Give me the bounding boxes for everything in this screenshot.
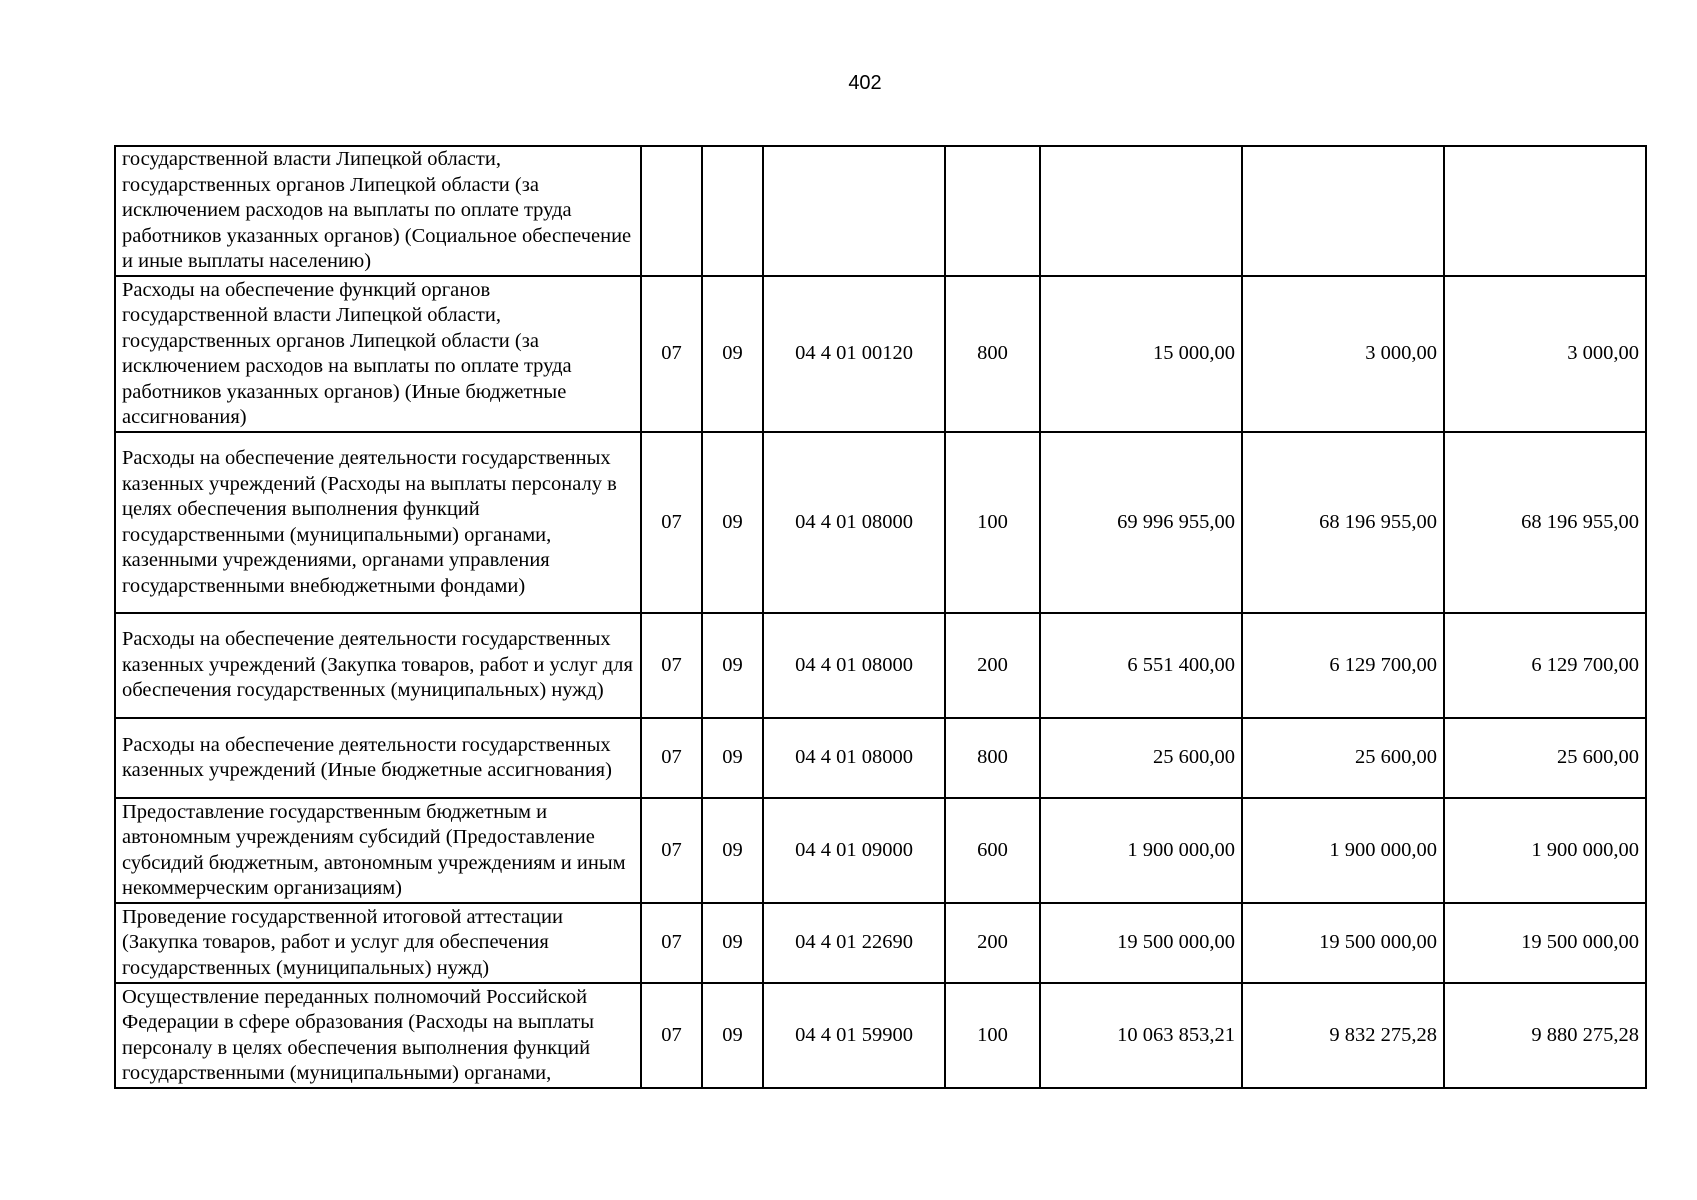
row-amount-2: 25 600,00 bbox=[1242, 718, 1444, 798]
row-section: 07 bbox=[641, 983, 702, 1088]
row-description: Осуществление переданных полномочий Российской Федерации в сфере образования (Расходы на выплаты персоналу в целях обеспечения выполнения функций государственными (муниципальными) органами, bbox=[115, 983, 641, 1088]
row-section: 07 bbox=[641, 718, 702, 798]
row-amount-2: 3 000,00 bbox=[1242, 276, 1444, 432]
row-description: Проведение государственной итоговой аттестации (Закупка товаров, работ и услуг для обеспечения государственных (муниципальных) нужд) bbox=[115, 903, 641, 983]
row-amount-3: 19 500 000,00 bbox=[1444, 903, 1646, 983]
row-description: Расходы на обеспечение функций органов государственной власти Липецкой области, государственных органов Липецкой области (за исключением расходов на выплаты по оплате труда работников указанных органов) (Иные бюджетные ассигнования) bbox=[115, 276, 641, 432]
table-row bbox=[115, 718, 1646, 798]
row-target-article bbox=[763, 146, 945, 276]
row-description: государственной власти Липецкой области, государственных органов Липецкой области (за исключением расходов на выплаты по оплате труда работников указанных органов) (Социальное обеспечение и иные выплаты населению) bbox=[115, 146, 641, 276]
row-target-article: 04 4 01 00120 bbox=[763, 276, 945, 432]
row-expense-type bbox=[945, 146, 1040, 276]
table-row bbox=[115, 903, 1646, 983]
row-amount-1: 69 996 955,00 bbox=[1040, 432, 1242, 613]
row-amount-3: 25 600,00 bbox=[1444, 718, 1646, 798]
row-amount-3: 9 880 275,28 bbox=[1444, 983, 1646, 1088]
row-target-article: 04 4 01 22690 bbox=[763, 903, 945, 983]
table-row bbox=[115, 276, 1646, 432]
table-row bbox=[115, 613, 1646, 718]
row-expense-type: 100 bbox=[945, 432, 1040, 613]
row-subsection: 09 bbox=[702, 798, 763, 903]
table-row bbox=[115, 146, 1646, 276]
row-expense-type: 100 bbox=[945, 983, 1040, 1088]
row-description: Расходы на обеспечение деятельности государственных казенных учреждений (Закупка товаров, работ и услуг для обеспечения государственных (муниципальных) нужд) bbox=[115, 613, 641, 718]
row-amount-3 bbox=[1444, 146, 1646, 276]
row-amount-2: 68 196 955,00 bbox=[1242, 432, 1444, 613]
row-amount-1: 1 900 000,00 bbox=[1040, 798, 1242, 903]
row-amount-1: 19 500 000,00 bbox=[1040, 903, 1242, 983]
row-amount-3: 68 196 955,00 bbox=[1444, 432, 1646, 613]
row-description: Расходы на обеспечение деятельности государственных казенных учреждений (Расходы на выплаты персоналу в целях обеспечения выполнения функций государственными (муниципальными) органами, казенными учреждениями, органами управления государственными внебюджетными фондами) bbox=[115, 432, 641, 613]
row-subsection: 09 bbox=[702, 718, 763, 798]
row-subsection: 09 bbox=[702, 983, 763, 1088]
row-section: 07 bbox=[641, 798, 702, 903]
row-subsection: 09 bbox=[702, 903, 763, 983]
row-amount-2: 1 900 000,00 bbox=[1242, 798, 1444, 903]
row-target-article: 04 4 01 09000 bbox=[763, 798, 945, 903]
row-amount-3: 1 900 000,00 bbox=[1444, 798, 1646, 903]
row-amount-2: 9 832 275,28 bbox=[1242, 983, 1444, 1088]
row-expense-type: 800 bbox=[945, 276, 1040, 432]
row-amount-1 bbox=[1040, 146, 1242, 276]
table-row bbox=[115, 432, 1646, 613]
table-row bbox=[115, 983, 1646, 1088]
row-amount-3: 6 129 700,00 bbox=[1444, 613, 1646, 718]
row-description: Расходы на обеспечение деятельности государственных казенных учреждений (Иные бюджетные ассигнования) bbox=[115, 718, 641, 798]
row-amount-1: 6 551 400,00 bbox=[1040, 613, 1242, 718]
row-subsection: 09 bbox=[702, 276, 763, 432]
row-subsection bbox=[702, 146, 763, 276]
row-expense-type: 800 bbox=[945, 718, 1040, 798]
row-target-article: 04 4 01 08000 bbox=[763, 718, 945, 798]
row-amount-2: 6 129 700,00 bbox=[1242, 613, 1444, 718]
row-section: 07 bbox=[641, 276, 702, 432]
row-subsection: 09 bbox=[702, 432, 763, 613]
row-section: 07 bbox=[641, 432, 702, 613]
budget-table bbox=[114, 145, 1647, 1089]
row-amount-2 bbox=[1242, 146, 1444, 276]
row-subsection: 09 bbox=[702, 613, 763, 718]
row-amount-1: 25 600,00 bbox=[1040, 718, 1242, 798]
row-target-article: 04 4 01 08000 bbox=[763, 432, 945, 613]
row-expense-type: 600 bbox=[945, 798, 1040, 903]
row-description: Предоставление государственным бюджетным и автономным учреждениям субсидий (Предоставление субсидий бюджетным, автономным учреждениям и иным некоммерческим организациям) bbox=[115, 798, 641, 903]
row-section: 07 bbox=[641, 613, 702, 718]
row-expense-type: 200 bbox=[945, 613, 1040, 718]
row-amount-3: 3 000,00 bbox=[1444, 276, 1646, 432]
row-amount-1: 15 000,00 bbox=[1040, 276, 1242, 432]
row-section: 07 bbox=[641, 903, 702, 983]
row-expense-type: 200 bbox=[945, 903, 1040, 983]
row-amount-1: 10 063 853,21 bbox=[1040, 983, 1242, 1088]
row-section bbox=[641, 146, 702, 276]
table-row bbox=[115, 798, 1646, 903]
row-amount-2: 19 500 000,00 bbox=[1242, 903, 1444, 983]
row-target-article: 04 4 01 59900 bbox=[763, 983, 945, 1088]
row-target-article: 04 4 01 08000 bbox=[763, 613, 945, 718]
page-number: 402 bbox=[848, 72, 882, 94]
